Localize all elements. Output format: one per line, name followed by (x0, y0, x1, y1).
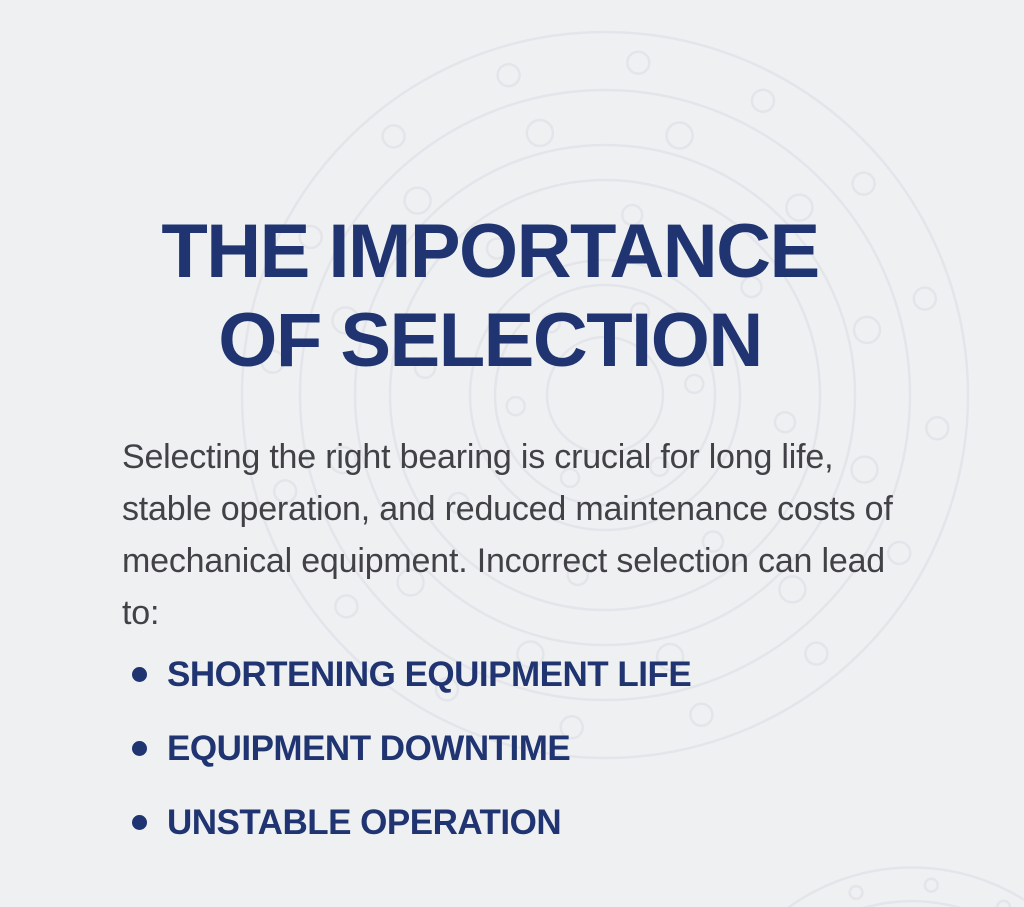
consequence-list (122, 655, 982, 877)
list-item (122, 655, 982, 695)
bullet-dot-icon (132, 667, 147, 682)
intro-paragraph: Selecting the right bearing is crucial for long life, stable operation, and reduced maintenance costs of mechanical equipment. Incorrect selection can lead to: (122, 438, 893, 632)
list-item (122, 803, 982, 843)
list-item-label: EQUIPMENT DOWNTIME (167, 729, 571, 768)
bullet-dot-icon (132, 741, 147, 756)
page-title-line2: OF SELECTION (218, 297, 762, 383)
list-item-label: SHORTENING EQUIPMENT LIFE (167, 655, 692, 694)
list-item (122, 729, 982, 769)
list-item-label: UNSTABLE OPERATION (167, 803, 562, 842)
page-title (0, 207, 980, 385)
bullet-dot-icon (132, 815, 147, 830)
page-title-line1: THE IMPORTANCE (161, 208, 819, 294)
